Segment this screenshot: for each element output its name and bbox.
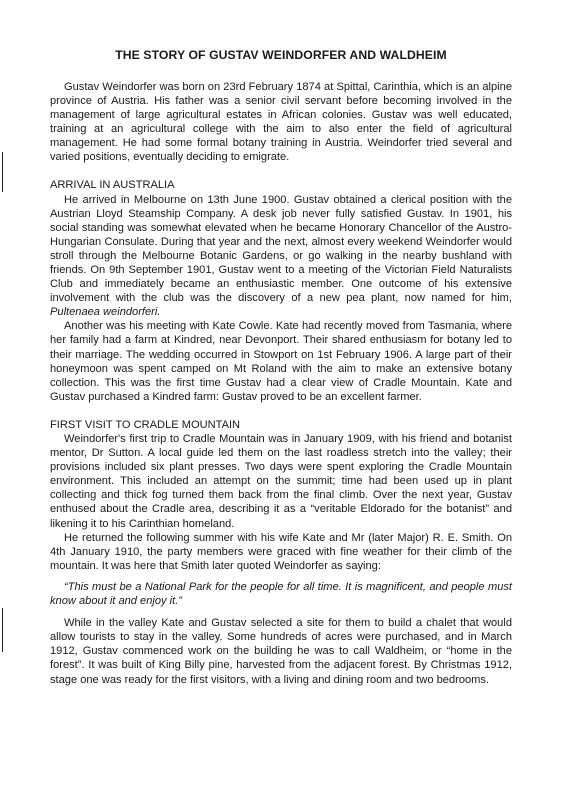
- first-visit-paragraph-1: Weindorfer's first trip to Cradle Mountain was in January 1909, with his friend and botanist mentor, Dr Sutton. A local guide led them on the last roadless stretch into the valley; their provisions included six plant presses. Two days were spent exploring the Cradle Mountain environment. This included an attempt on the summit; time had been used up in plant collecting and thick fog turned them back from the final climb. Over the next year, Gustav enthused about the Cradle area, describing it as a “veritable Eldorado for the botanist” and likening it to his Carinthian homeland.: [50, 433, 512, 530]
- section-first-visit: [50, 418, 512, 687]
- section-arrival: [50, 178, 512, 404]
- section-heading-arrival: ARRIVAL IN AUSTRALIA: [50, 179, 175, 192]
- margin-mark-top: [2, 152, 3, 192]
- first-visit-paragraph-3: While in the valley Kate and Gustav selected a site for them to build a chalet that would allow tourists to stay in the valley. Some hundreds of acres were purchased, and in March 1912, Gustav commenced work on the building he was to call Waldheim, or “home in the forest”. It was built of King Billy pine, harvested from the adjacent forest. By Christmas 1912, stage one was ready for the first visitors, with a living and dining room and two bedrooms.: [50, 617, 512, 686]
- margin-mark-bottom: [2, 608, 3, 652]
- first-visit-paragraph-2: He returned the following summer with his wife Kate and Mr (later Major) R. E. Smith. On 4th January 1910, the party members were graced with fine weather for their climb of the mountain. It was here that Smith later quoted Weindorfer as saying:: [50, 531, 512, 572]
- page-title: THE STORY OF GUSTAV WEINDORFER AND WALDHEIM: [115, 48, 447, 62]
- document-page: [50, 48, 512, 687]
- arrival-paragraph-2: Another was his meeting with Kate Cowle. Kate had recently moved from Tasmania, where her family had a farm at Kindred, near Devonport. Their shared enthusiasm for botany led to their marriage. The wedding occurred in Stowport on 1st February 1906. A large part of their honeymoon was spent camped on Mt Roland with the aim to make an extensive botany collection. This was the first time Gustav had a clear view of Cradle Mountain. Kate and Gustav purchased a Kindred farm: Gustav proved to be an excellent farmer.: [50, 320, 512, 403]
- weindorfer-quote: “This must be a National Park for the people for all time. It is magnificent, and people must know about it and enjoy it.”: [50, 580, 512, 608]
- arrival-paragraph-1: [50, 193, 512, 320]
- arrival-paragraph-1-text: He arrived in Melbourne on 13th June 1900. Gustav obtained a clerical position with the Austrian Lloyd Steamship Company. A desk job never fully satisfied Gustav. In 1901, his social standing was somewhat elevated when he became Honorary Chancellor of the Austro-Hungarian Consulate. During that year and the next, almost every weekend Weindorfer would stroll through the Melbourne Botanic Gardens, or go walking in the nearby bushland with friends. On 9th September 1901, Gustav went to a meeting of the Victorian Field Naturalists Club and immediately became an enthusiastic member. One outcome of his extensive involvement with the club was the discovery of a new pea plant, now named for him,: [50, 193, 512, 305]
- section-heading-first-visit: FIRST VISIT TO CRADLE MOUNTAIN: [50, 418, 241, 431]
- intro-paragraph: Gustav Weindorfer was born on 23rd February 1874 at Spittal, Carinthia, which is an alpine province of Austria. His father was a senior civil servant before becoming involved in the management of large agricultural estates in African colonies. Gustav was well educated, training at an agricultural college with the aim to also enter the field of agricultural management. He had some formal botany training in Austria. Weindorfer tried several and varied positions, eventually deciding to emigrate.: [50, 80, 512, 164]
- species-name: Pultenaea weindorferi.: [50, 306, 161, 319]
